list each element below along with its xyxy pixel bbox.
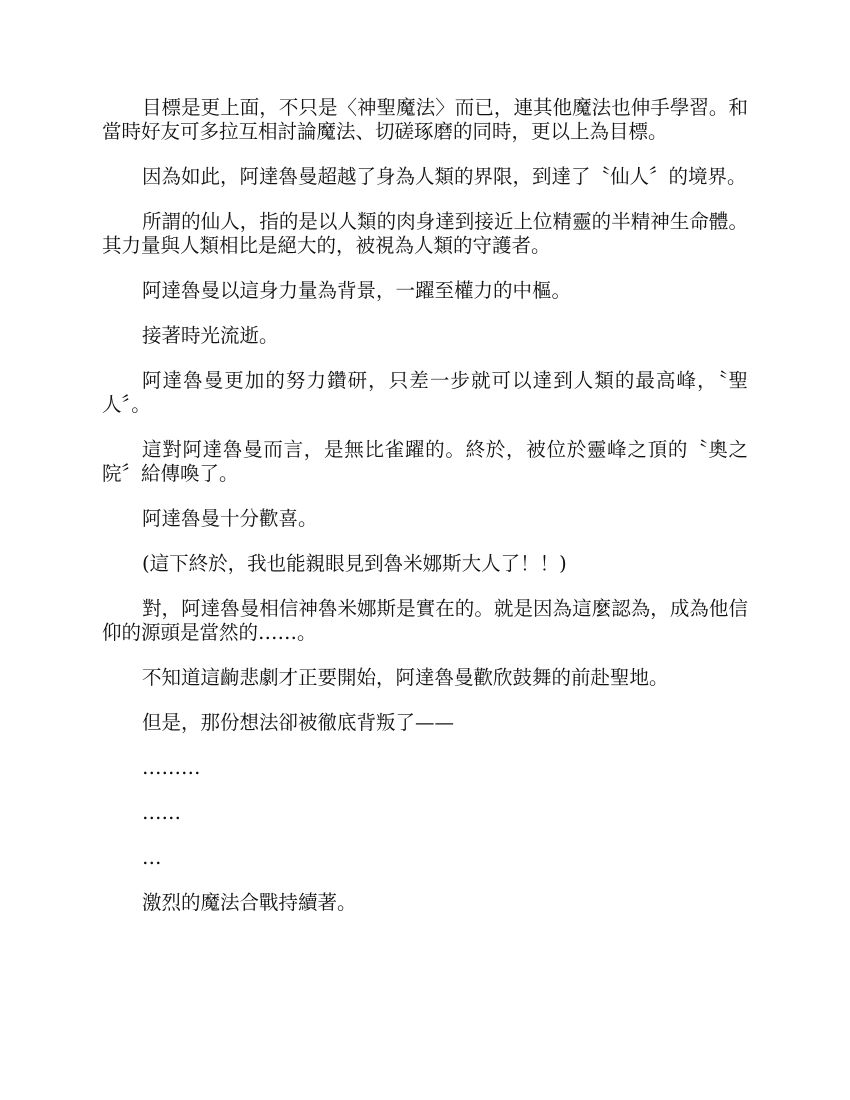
paragraph-5: 接著時光流逝。 xyxy=(142,324,279,347)
paragraph-12: 但是，那份想法卻被徹底背叛了—— xyxy=(142,711,455,734)
document-body xyxy=(102,96,748,936)
ellipsis-line-2: …… xyxy=(142,801,181,824)
paragraph-13: 激烈的魔法合戰持續著。 xyxy=(142,891,357,914)
paragraph-4: 阿達魯曼以這身力量為背景，一躍至權力的中樞。 xyxy=(142,279,572,302)
paragraph-6: 阿達魯曼更加的努力鑽研，只差一步就可以達到人類的最高峰，〝聖人〞。 xyxy=(102,369,748,416)
paragraph-7: 這對阿達魯曼而言，是無比雀躍的。終於，被位於靈峰之頂的〝奧之院〞給傳喚了。 xyxy=(102,438,748,485)
paragraph-8: 阿達魯曼十分歡喜。 xyxy=(142,507,318,530)
paragraph-11: 不知道這齣悲劇才正要開始，阿達魯曼歡欣鼓舞的前赴聖地。 xyxy=(142,666,669,689)
ellipsis-line-1: ……… xyxy=(142,756,201,779)
paragraph-2: 因為如此，阿達魯曼超越了身為人類的界限，到達了〝仙人〞的境界。 xyxy=(142,165,747,188)
paragraph-9: (這下終於，我也能親眼見到魯米娜斯大人了！！) xyxy=(142,552,567,575)
paragraph-1: 目標是更上面，不只是〈神聖魔法〉而已，連其他魔法也伸手學習。和當時好友可多拉互相討論魔法、切磋琢磨的同時，更以上為目標。 xyxy=(102,96,748,143)
ellipsis-line-3: … xyxy=(142,846,162,869)
paragraph-10: 對，阿達魯曼相信神魯米娜斯是實在的。就是因為這麼認為，成為他信仰的源頭是當然的……。 xyxy=(102,597,748,644)
paragraph-3: 所謂的仙人，指的是以人類的肉身達到接近上位精靈的半精神生命體。其力量與人類相比是絕大的，被視為人類的守護者。 xyxy=(102,210,748,257)
